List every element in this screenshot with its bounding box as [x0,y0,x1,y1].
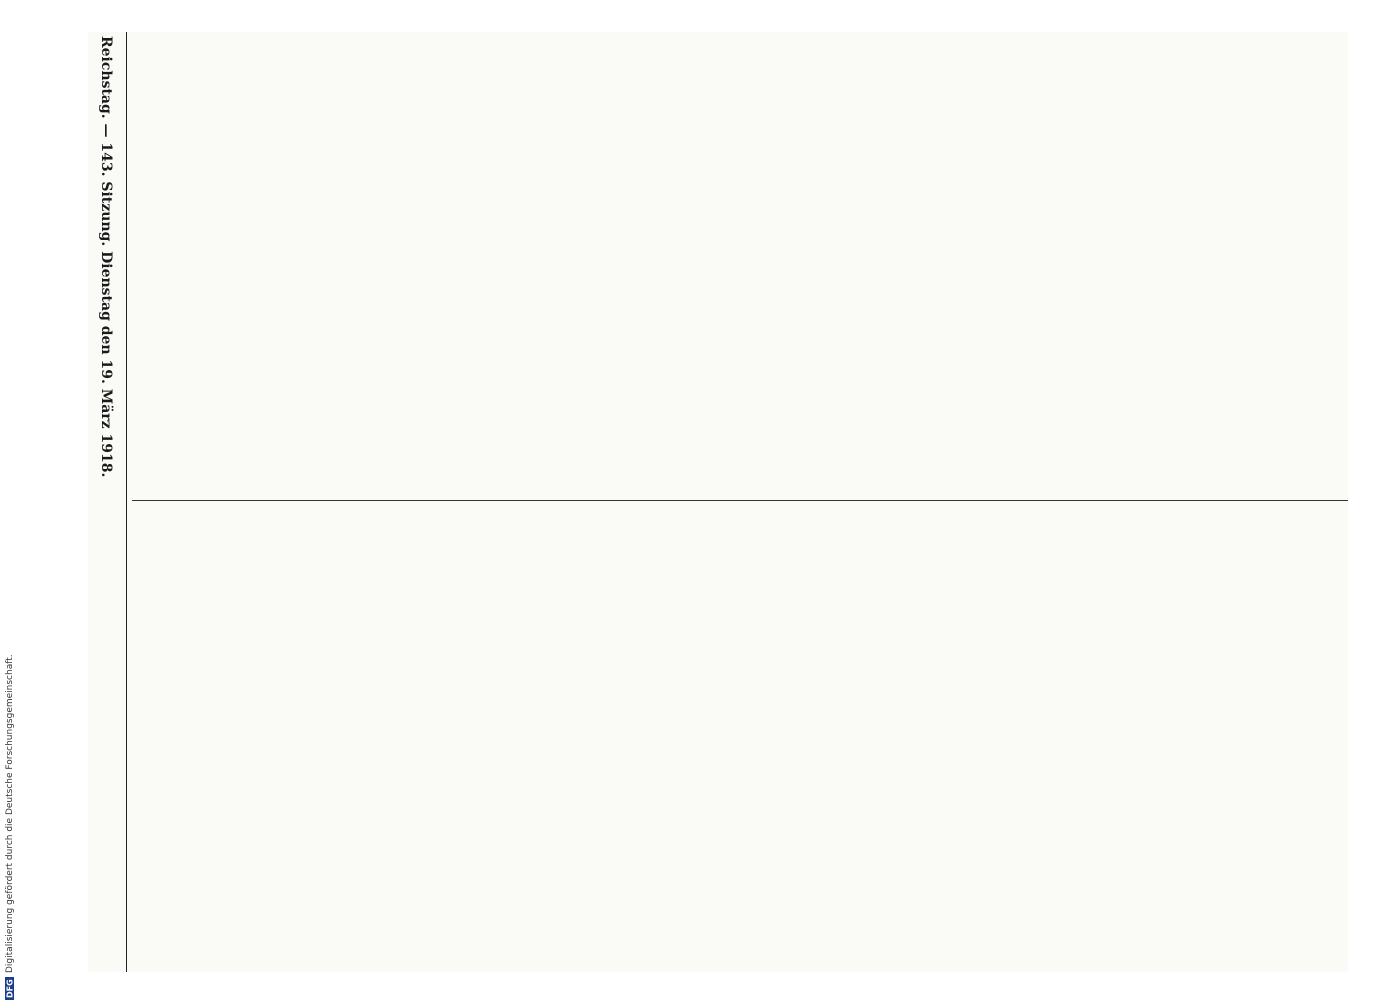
running-header-title: Reichstag. — 143. Sitzung. Dienstag den 19. März 1918. [98,36,114,478]
header-rule [126,32,127,972]
digitization-imprint [0,0,20,1000]
text-column-right [132,508,1348,972]
text-body [132,32,1348,972]
dfg-logo: DFG [5,979,15,998]
column-divider [132,500,1348,501]
digitization-imprint-text: Digitalisierung gefördert durch die Deutsche Forschungsgemeinschaft. [5,654,15,974]
text-column-left [132,32,1348,494]
page [88,32,1348,972]
running-header [88,32,124,972]
